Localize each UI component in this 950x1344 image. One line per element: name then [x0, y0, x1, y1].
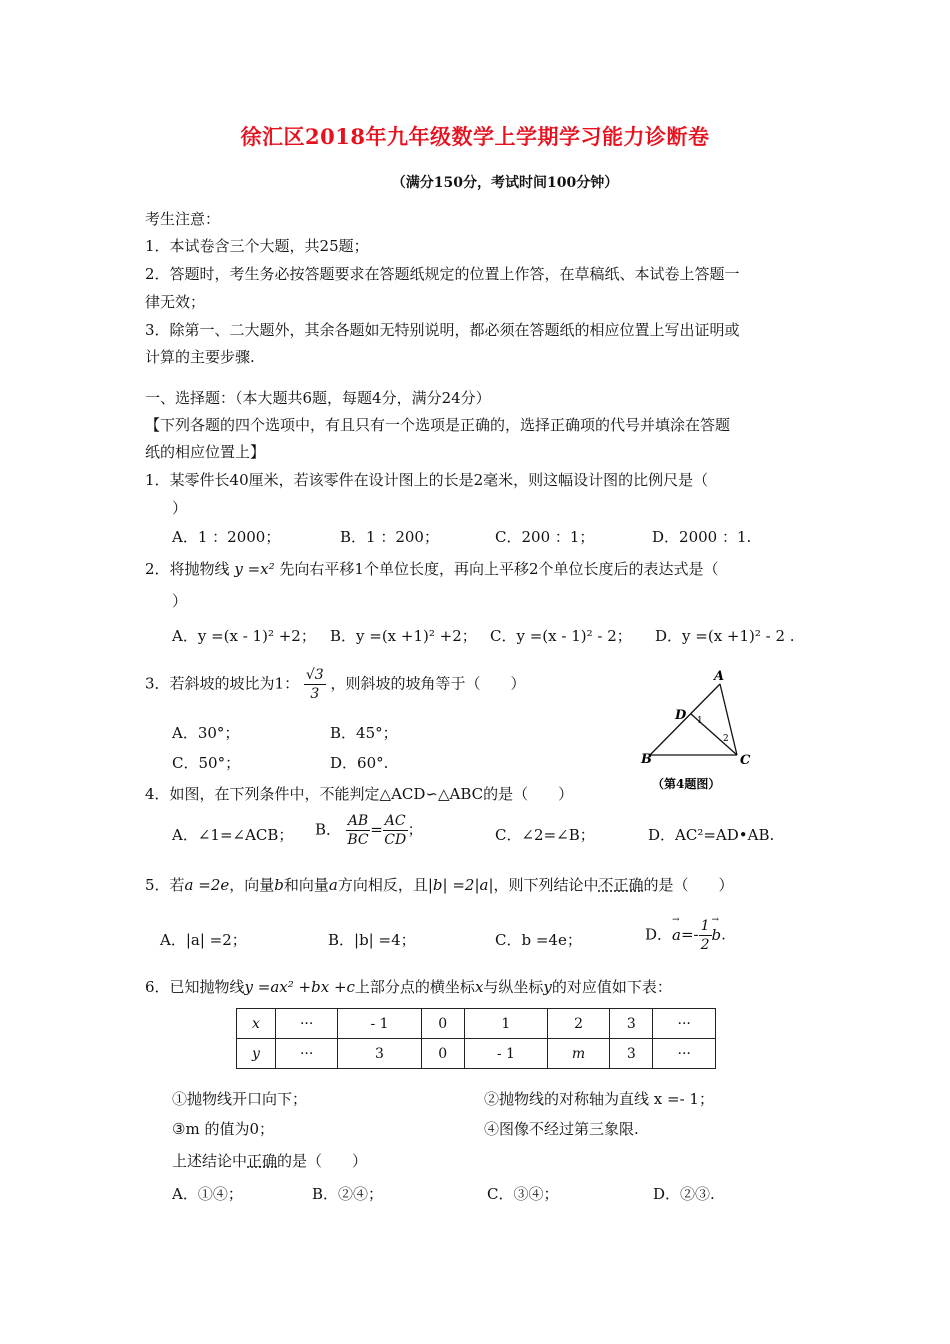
q5-expression-2: |b| =2|a| — [427, 876, 494, 894]
question-1-stem-end: ） — [172, 499, 188, 517]
value-table — [236, 1008, 716, 1069]
frac-den: 2 — [700, 937, 710, 953]
q6-option-c[interactable]: C．③④； — [487, 1185, 559, 1203]
fraction-ab-bc — [346, 812, 370, 849]
q3-fraction — [304, 666, 326, 703]
notice-item: 计算的主要步骤. — [145, 348, 255, 366]
q5-emphasis: 不正确 — [598, 876, 644, 894]
question-6-stem — [145, 976, 672, 997]
label-c: C — [740, 753, 751, 768]
notice-item: 2．答题时，考生务必按答题要求在答题纸规定的位置上作答，在草稿纸、本试卷上答题一 — [145, 265, 740, 283]
page-title: 徐汇区2018年九年级数学上学期学习能力诊断卷 — [240, 124, 710, 149]
label-d: D — [675, 708, 687, 723]
q3-option-d[interactable]: D．60°. — [330, 754, 389, 772]
q6-expression: y =ax² +bx +c — [244, 978, 355, 996]
notice-item: 律无效； — [145, 293, 206, 311]
fraction-ac-cd — [383, 812, 408, 849]
conclusion-2: ②抛物线的对称轴为直线 x =- 1； — [484, 1090, 714, 1108]
q6-stem-c: 与纵坐标 — [483, 978, 544, 996]
question-6-ask — [172, 1150, 367, 1171]
q2-option-a[interactable]: A．y =(x - 1)² +2； — [172, 627, 316, 645]
q4-option-a[interactable]: A．∠1=∠ACB； — [172, 826, 294, 844]
q6-option-d[interactable]: D．②③. — [653, 1185, 715, 1203]
angle-2-label: 2 — [723, 734, 729, 744]
q5-option-c[interactable]: C．b =4e； — [495, 931, 582, 949]
label-b: B — [641, 752, 652, 767]
q3-stem-a: 3．若斜坡的坡比为1： — [145, 674, 300, 693]
q2-option-c[interactable]: C．y =(x - 1)² - 2； — [490, 627, 632, 645]
q1-option-b[interactable]: B．1 ：200； — [340, 528, 439, 546]
q5-optd-prefix: D． — [645, 925, 673, 944]
exam-subtitle: （满分150分，考试时间100分钟） — [391, 175, 619, 191]
fraction-one-half — [699, 917, 712, 954]
q6-stem-a: 6．已知抛物线 — [145, 978, 245, 996]
angle-1-label: 1 — [697, 716, 703, 726]
table-cell: y — [237, 1039, 276, 1069]
table-cell: 0 — [421, 1009, 464, 1039]
conclusion-1: ①抛物线开口向下； — [172, 1090, 308, 1108]
conclusion-3: ③m 的值为0； — [172, 1120, 274, 1138]
table-cell: ··· — [275, 1009, 338, 1039]
notice-heading: 考生注意： — [145, 210, 221, 228]
question-1-stem: 1．某零件长40厘米，若该零件在设计图上的长是2毫米，则这幅设计图的比例尺是（ — [145, 471, 709, 489]
conclusion-4: ④图像不经过第三象限. — [484, 1120, 639, 1138]
table-cell: ··· — [653, 1009, 716, 1039]
frac-num: AC — [384, 813, 406, 829]
q6-option-a[interactable]: A．①④； — [172, 1185, 243, 1203]
q5-optd-eq: =- — [680, 925, 699, 944]
triangle-figure — [638, 664, 758, 794]
q4-option-b[interactable] — [315, 812, 423, 849]
q6-option-b[interactable]: B．②④； — [312, 1185, 384, 1203]
q6-var-x: x — [474, 978, 484, 996]
q3-frac-den: 3 — [310, 686, 320, 702]
side-ac — [720, 684, 737, 755]
table-cell: 2 — [547, 1009, 609, 1039]
section-instruction: 纸的相应位置上】 — [145, 443, 266, 461]
table-cell: x — [237, 1009, 276, 1039]
q3-option-b[interactable]: B．45°； — [330, 724, 398, 742]
q1-option-d[interactable]: D．2000 ：1. — [652, 528, 752, 546]
q5-stem-a: 5．若 — [145, 876, 185, 894]
vector-a: → a — [672, 926, 681, 944]
table-cell: 3 — [610, 1039, 653, 1069]
q5-stem-e: ，则下列结论中 — [493, 876, 599, 894]
q6-ask-emphasis: 正确 — [247, 1152, 278, 1170]
table-cell: - 1 — [464, 1039, 547, 1069]
table-cell: 0 — [421, 1039, 464, 1069]
notice-item: 3．除第一、二大题外，其余各题如无特别说明，都必须在答题纸的相应位置上写出证明或 — [145, 321, 740, 339]
vector-b: → b — [712, 926, 722, 944]
q2-option-d[interactable]: D．y =(x +1)² - 2 . — [655, 627, 795, 645]
table-cell: - 1 — [338, 1009, 421, 1039]
frac-den: CD — [384, 832, 407, 848]
q6-ask-a: 上述结论中 — [172, 1152, 248, 1170]
q1-option-c[interactable]: C．200 ：1； — [495, 528, 595, 546]
q4-option-c[interactable]: C．∠2=∠B； — [495, 826, 595, 844]
q5-option-b[interactable]: B．|b| =4； — [328, 931, 416, 949]
table-cell: ··· — [275, 1039, 338, 1069]
q5-stem-c: 和向量 — [283, 876, 329, 894]
q5-stem-b: ，向量 — [229, 876, 275, 894]
label-a: A — [714, 669, 725, 684]
q5-option-a[interactable]: A．|a| =2； — [160, 931, 247, 949]
q5-expression-1: a =2e — [184, 876, 230, 894]
q5-var-b: b — [274, 876, 284, 894]
q1-option-a[interactable]: A．1 ：2000； — [172, 528, 281, 546]
q2-stem-b: 先向右平移1个单位长度，再向上平移2个单位长度后的表达式是（ — [279, 560, 719, 578]
q4-optb-suffix: ； — [407, 820, 423, 839]
q3-option-c[interactable]: C．50°； — [172, 754, 241, 772]
q3-option-a[interactable]: A．30°； — [172, 724, 240, 742]
q6-ask-b: 的是（ ） — [277, 1152, 368, 1170]
question-2-stem-end: ） — [172, 592, 188, 610]
equals-sign: = — [370, 820, 383, 839]
q4-option-d[interactable]: D．AC²=AD•AB. — [648, 826, 775, 844]
question-2-stem — [145, 558, 719, 579]
table-cell: m — [547, 1039, 609, 1069]
frac-num: 1 — [700, 918, 710, 934]
figure-caption: （第4题图） — [652, 777, 721, 791]
q2-expression: y =x² — [234, 560, 275, 578]
question-4-stem: 4．如图，在下列条件中，不能判定△ACD∽△ABC的是（ ） — [145, 785, 574, 803]
q6-stem-d: 的对应值如下表： — [551, 978, 672, 996]
table-row-x — [237, 1009, 716, 1039]
table-cell: ··· — [653, 1039, 716, 1069]
q5-optd-end: . — [721, 925, 726, 944]
q6-var-y: y — [543, 978, 552, 996]
q3-frac-num: √3 — [305, 667, 324, 683]
q5-var-a: a — [328, 876, 338, 894]
question-5-stem — [145, 874, 734, 895]
q4-optb-prefix: B． — [315, 820, 342, 839]
notice-item: 1．本试卷含三个大题，共25题； — [145, 237, 369, 255]
frac-den: BC — [347, 832, 369, 848]
table-row-y — [237, 1039, 716, 1069]
q6-stem-b: 上部分点的横坐标 — [354, 978, 475, 996]
q5-option-d[interactable] — [645, 917, 726, 954]
q5-stem-d: 方向相反，且 — [337, 876, 428, 894]
q2-stem-a: 2．将抛物线 — [145, 560, 230, 578]
frac-num: AB — [347, 813, 369, 829]
question-3-stem — [145, 666, 526, 703]
q2-option-b[interactable]: B．y =(x +1)² +2； — [330, 627, 477, 645]
section-heading: 一、选择题：（本大题共6题，每题4分，满分24分） — [145, 389, 491, 407]
section-instruction: 【下列各题的四个选项中，有且只有一个选项是正确的，选择正确项的代号并填涂在答题 — [145, 416, 731, 434]
table-cell: 3 — [338, 1039, 421, 1069]
table-cell: 3 — [610, 1009, 653, 1039]
q5-stem-f: 的是（ ） — [643, 876, 734, 894]
table-cell: 1 — [464, 1009, 547, 1039]
q3-stem-b: ，则斜坡的坡角等于（ ） — [330, 674, 526, 693]
